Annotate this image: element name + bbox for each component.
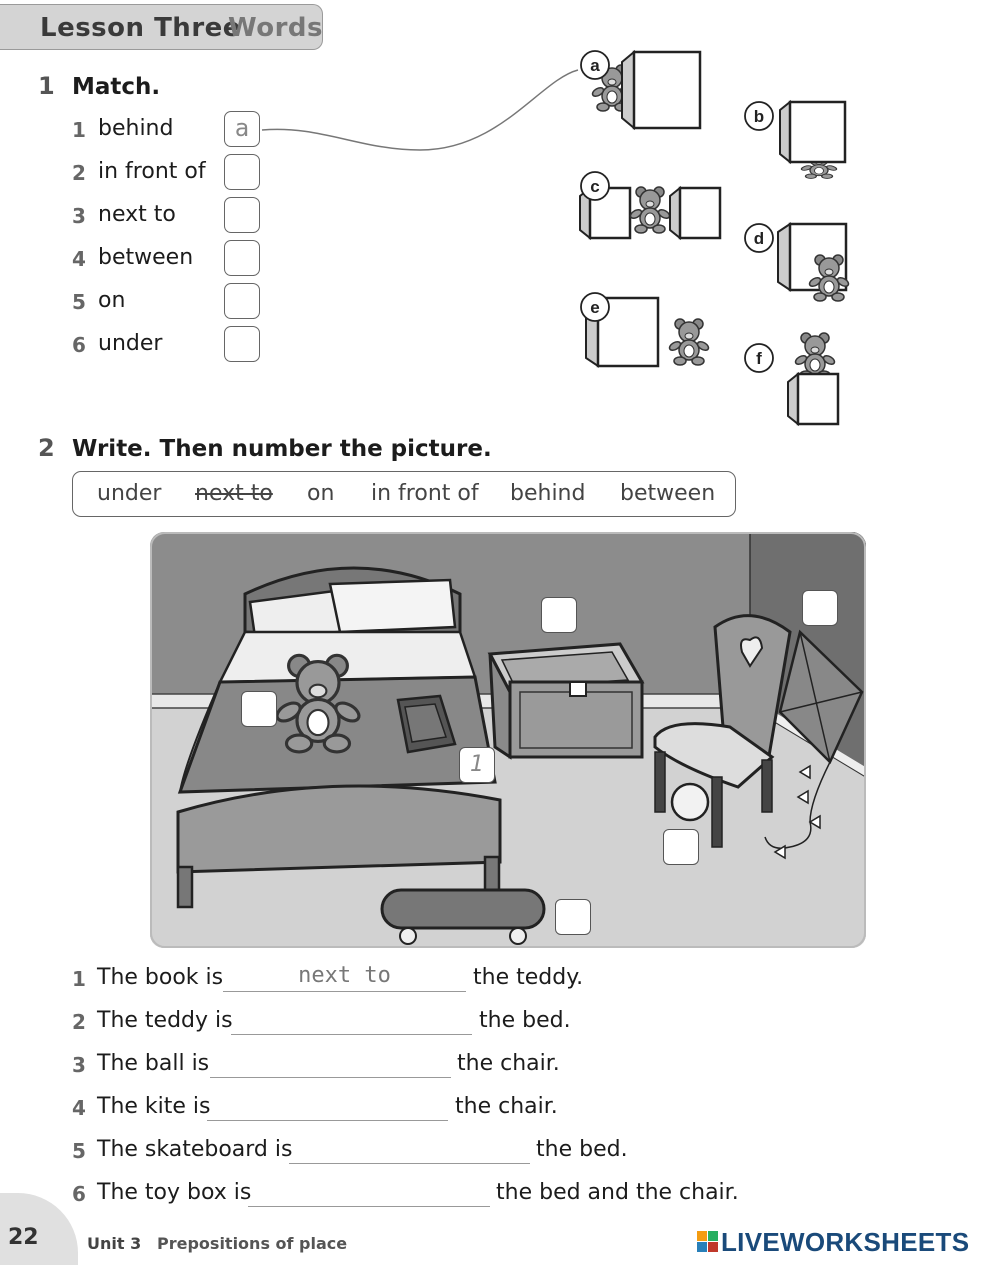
picture-label-text: d [753, 229, 765, 248]
sentence-after: the chair. [457, 1051, 560, 1076]
match-item-number: 2 [72, 161, 86, 185]
match-pictures [0, 0, 1000, 430]
picture-box-book[interactable] [459, 747, 495, 783]
match-item-word: in front of [98, 159, 206, 184]
word-bank-item: on [307, 481, 335, 506]
liveworksheets-logo-icon [697, 1231, 719, 1253]
lesson-title: Lesson Three [40, 13, 241, 43]
sentence-blank-1[interactable] [223, 963, 466, 992]
picture-label-b [745, 102, 773, 130]
sentence-after: the bed and the chair. [496, 1180, 739, 1205]
sentence-before: The book is [97, 965, 224, 990]
footer-topic: Prepositions of place [157, 1234, 348, 1253]
sentence-blank-5[interactable] [289, 1135, 530, 1164]
picture-box-kite[interactable] [802, 590, 838, 626]
picture-label-d [745, 224, 773, 252]
sentence-number: 2 [72, 1010, 86, 1034]
sentence-before: The teddy is [97, 1008, 233, 1033]
picture-label-text: f [756, 349, 762, 368]
picture-label-f [745, 344, 773, 372]
match-item-number: 1 [72, 118, 86, 142]
picture-box-answer: 1 [470, 752, 484, 777]
match-item-word: under [98, 331, 163, 356]
sentence-number: 6 [72, 1182, 86, 1206]
toy-box [490, 644, 642, 757]
picture-label-e [581, 293, 609, 321]
match-item-word: next to [98, 202, 176, 227]
sentence-blank-3[interactable] [210, 1049, 451, 1078]
match-item-word: between [98, 245, 194, 270]
sentence-number: 1 [72, 967, 86, 991]
word-bank [72, 471, 736, 517]
picture-box-ball[interactable] [663, 829, 699, 865]
sentence-blank-2[interactable] [231, 1006, 472, 1035]
sentence-number: 5 [72, 1139, 86, 1163]
bedroom-picture [150, 532, 866, 948]
sentence-before: The skateboard is [97, 1137, 293, 1162]
sentence-before: The kite is [97, 1094, 211, 1119]
picture-f [788, 333, 838, 424]
picture-label-text: b [753, 107, 765, 126]
page-number-badge [0, 1193, 78, 1265]
picture-box-toy-box[interactable] [541, 597, 577, 633]
liveworksheets-brand: LIVEWORKSHEETS [721, 1227, 970, 1257]
page-number: 22 [8, 1225, 39, 1250]
match-line [262, 70, 578, 150]
exercise-1-number: 1 [38, 72, 55, 100]
sentence-blank-4[interactable] [207, 1092, 448, 1121]
match-item-word: behind [98, 116, 174, 141]
picture-label-text: c [590, 177, 600, 196]
sentence-number: 3 [72, 1053, 86, 1077]
word-bank-item: under [97, 481, 162, 506]
exercise-2-number: 2 [38, 434, 55, 462]
word-bank-item: in front of [371, 481, 479, 506]
sentence-after: the chair. [455, 1094, 558, 1119]
match-item-number: 3 [72, 204, 86, 228]
match-item-number: 4 [72, 247, 86, 271]
sentence-number: 4 [72, 1096, 86, 1120]
sentence-before: The toy box is [97, 1180, 252, 1205]
picture-box-teddy[interactable] [241, 691, 277, 727]
footer-unit: Unit 3 [87, 1234, 142, 1253]
match-answer-text: a [234, 114, 250, 142]
word-bank-item: behind [510, 481, 586, 506]
sentence-answer: next to [298, 963, 391, 988]
match-item-word: on [98, 288, 126, 313]
sentence-after: the bed. [536, 1137, 628, 1162]
picture-d [778, 224, 850, 301]
sentence-after: the teddy. [473, 965, 584, 990]
exercise-1-title: Match. [72, 74, 161, 100]
picture-label-c [581, 172, 609, 200]
word-bank-item: between [620, 481, 716, 506]
word-bank-item-used: next to [195, 481, 273, 506]
ball [672, 784, 708, 820]
picture-b [780, 102, 845, 178]
exercise-2-title: Write. Then number the picture. [72, 436, 492, 462]
picture-label-a [581, 51, 609, 79]
picture-box-skateboard[interactable] [555, 899, 591, 935]
sentence-after: the bed. [479, 1008, 571, 1033]
section-title: Words [228, 13, 324, 43]
picture-label-text: a [590, 56, 600, 75]
match-item-number: 5 [72, 290, 86, 314]
sentence-before: The ball is [97, 1051, 210, 1076]
match-item-number: 6 [72, 333, 86, 357]
picture-label-text: e [590, 298, 600, 317]
sentence-blank-6[interactable] [248, 1178, 490, 1207]
